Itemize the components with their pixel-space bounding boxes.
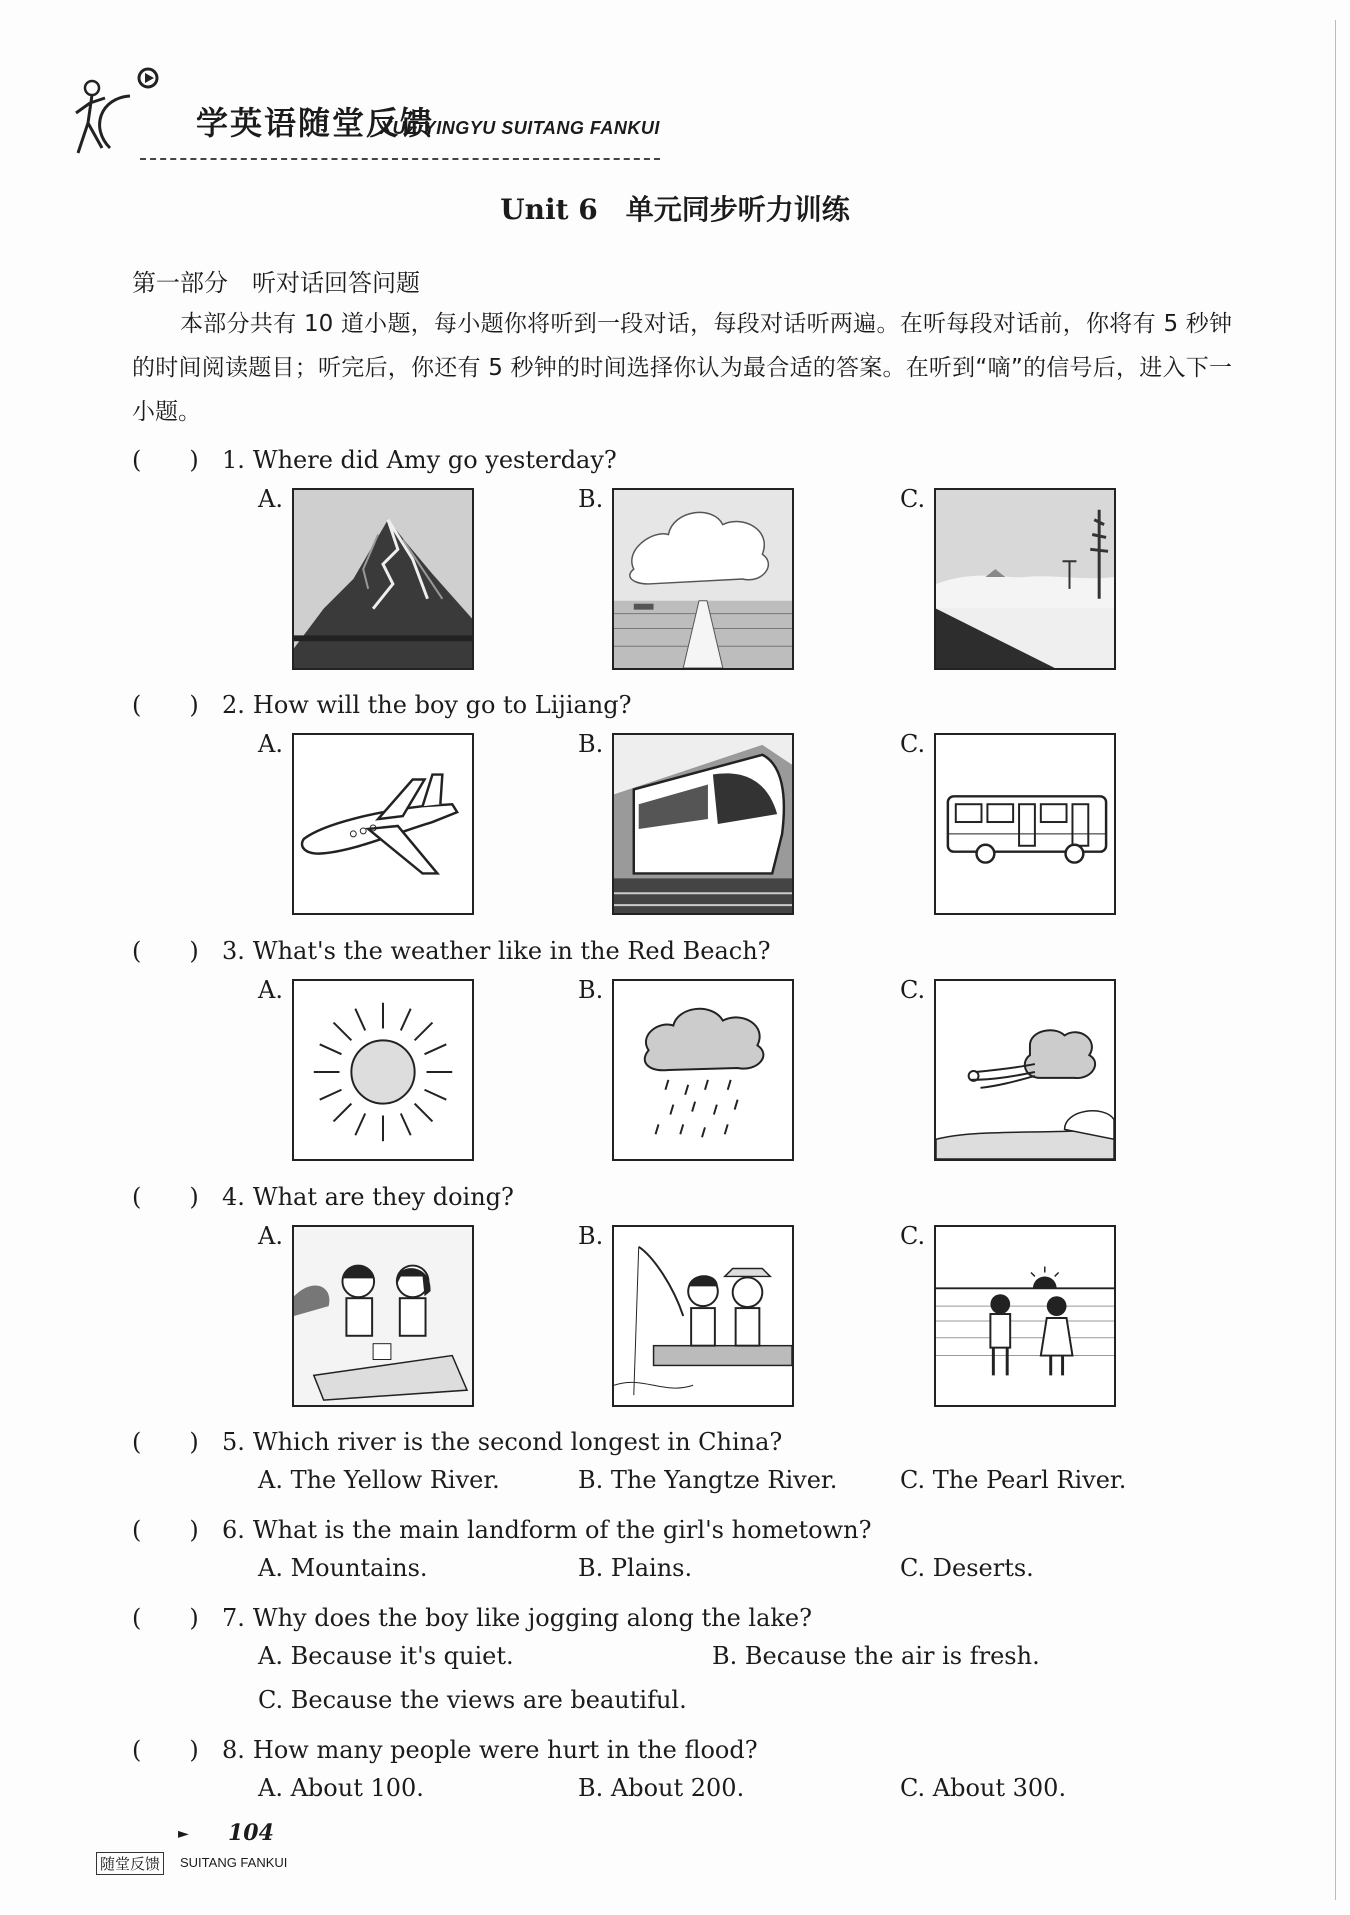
picnic-icon[interactable] [292,1225,474,1407]
footer-label-en: SUITANG FANKUI [180,1855,288,1870]
runner-logo-icon [70,58,180,168]
question-text: What's the weather like in the Red Beach? [252,937,771,965]
answer-blank[interactable]: ( ) [132,1604,199,1632]
rain-cloud-icon[interactable] [612,979,794,1161]
plains-road-icon[interactable] [612,488,794,670]
bus-icon[interactable] [934,733,1116,915]
question-number: 1. [222,446,245,474]
option-a[interactable]: A. Because it's quiet. [258,1642,514,1670]
option-c[interactable]: C. The Pearl River. [900,1466,1127,1494]
page-number: 104 [228,1820,274,1846]
option-b[interactable]: B. About 200. [578,1774,745,1802]
question-8 [132,1730,758,1765]
page-edge-line [1335,20,1336,1900]
option-c[interactable]: C. About 300. [900,1774,1067,1802]
answer-blank[interactable]: ( ) [132,937,199,965]
plane-icon[interactable] [292,733,474,915]
instructions-paragraph: 本部分共有 10 道小题，每小题你将听到一段对话，每段对话听两遍。在听每段对话前，你将有 5 秒钟的时间阅读题目；听完后，你还有 5 秒钟的时间选择你认为最合适的答案。在听到“嘀”的信号后，进入下一小题。 [132,311,1232,425]
option-label-c: C. [900,485,926,513]
question-number: 3. [222,937,245,965]
option-label-a: A. [258,1222,283,1250]
question-number: 2. [222,691,245,719]
answer-blank[interactable]: ( ) [132,691,199,719]
question-6 [132,1510,871,1545]
question-text: What are they doing? [252,1183,514,1211]
answer-blank[interactable]: ( ) [132,446,199,474]
option-c[interactable]: C. Because the views are beautiful. [258,1686,687,1714]
answer-blank[interactable]: ( ) [132,1183,199,1211]
header-title-en: XUE YINGYU SUITANG FANKUI [380,118,660,138]
header-title-cn: 学英语随堂反馈 [196,104,435,142]
answer-blank[interactable]: ( ) [132,1428,199,1456]
question-2 [132,685,631,720]
option-a[interactable]: A. About 100. [258,1774,424,1802]
part-title: 第一部分 听对话回答问题 [132,269,420,297]
question-3 [132,931,771,966]
question-text: Where did Amy go yesterday? [252,446,617,474]
question-4 [132,1177,514,1212]
question-text: Which river is the second longest in China? [252,1428,783,1456]
option-label-b: B. [578,730,604,758]
question-number: 8. [222,1736,245,1764]
option-a[interactable]: A. The Yellow River. [258,1466,500,1494]
option-label-a: A. [258,976,283,1004]
option-label-a: A. [258,730,283,758]
question-number: 6. [222,1516,245,1544]
sun-icon[interactable] [292,979,474,1161]
wind-icon[interactable] [934,979,1116,1161]
question-5 [132,1422,782,1457]
train-icon[interactable] [612,733,794,915]
option-c[interactable]: C. Deserts. [900,1554,1034,1582]
mountain-icon[interactable] [292,488,474,670]
question-number: 5. [222,1428,245,1456]
option-label-b: B. [578,976,604,1004]
footer-label-cn: 随堂反馈 [96,1852,164,1875]
option-b[interactable]: B. The Yangtze River. [578,1466,838,1494]
question-number: 7. [222,1604,245,1632]
header-divider [140,158,660,160]
option-label-a: A. [258,485,283,513]
option-a[interactable]: A. Mountains. [258,1554,428,1582]
question-text: What is the main landform of the girl's hometown? [252,1516,872,1544]
question-7 [132,1598,812,1633]
arrow-icon: ► [178,1826,189,1842]
answer-blank[interactable]: ( ) [132,1516,199,1544]
fishing-icon[interactable] [612,1225,794,1407]
option-label-c: C. [900,976,926,1004]
option-label-b: B. [578,1222,604,1250]
option-label-c: C. [900,1222,926,1250]
unit-title: Unit 6 单元同步听力训练 [500,193,850,226]
option-label-b: B. [578,485,604,513]
question-text: Why does the boy like jogging along the lake? [252,1604,812,1632]
page-header [70,58,670,168]
question-text: How will the boy go to Lijiang? [252,691,632,719]
desert-icon[interactable] [934,488,1116,670]
option-b[interactable]: B. Plains. [578,1554,693,1582]
answer-blank[interactable]: ( ) [132,1736,199,1764]
option-b[interactable]: B. Because the air is fresh. [712,1642,1040,1670]
option-label-c: C. [900,730,926,758]
sunset-watching-icon[interactable] [934,1225,1116,1407]
question-1 [132,440,617,475]
question-text: How many people were hurt in the flood? [252,1736,758,1764]
question-number: 4. [222,1183,245,1211]
